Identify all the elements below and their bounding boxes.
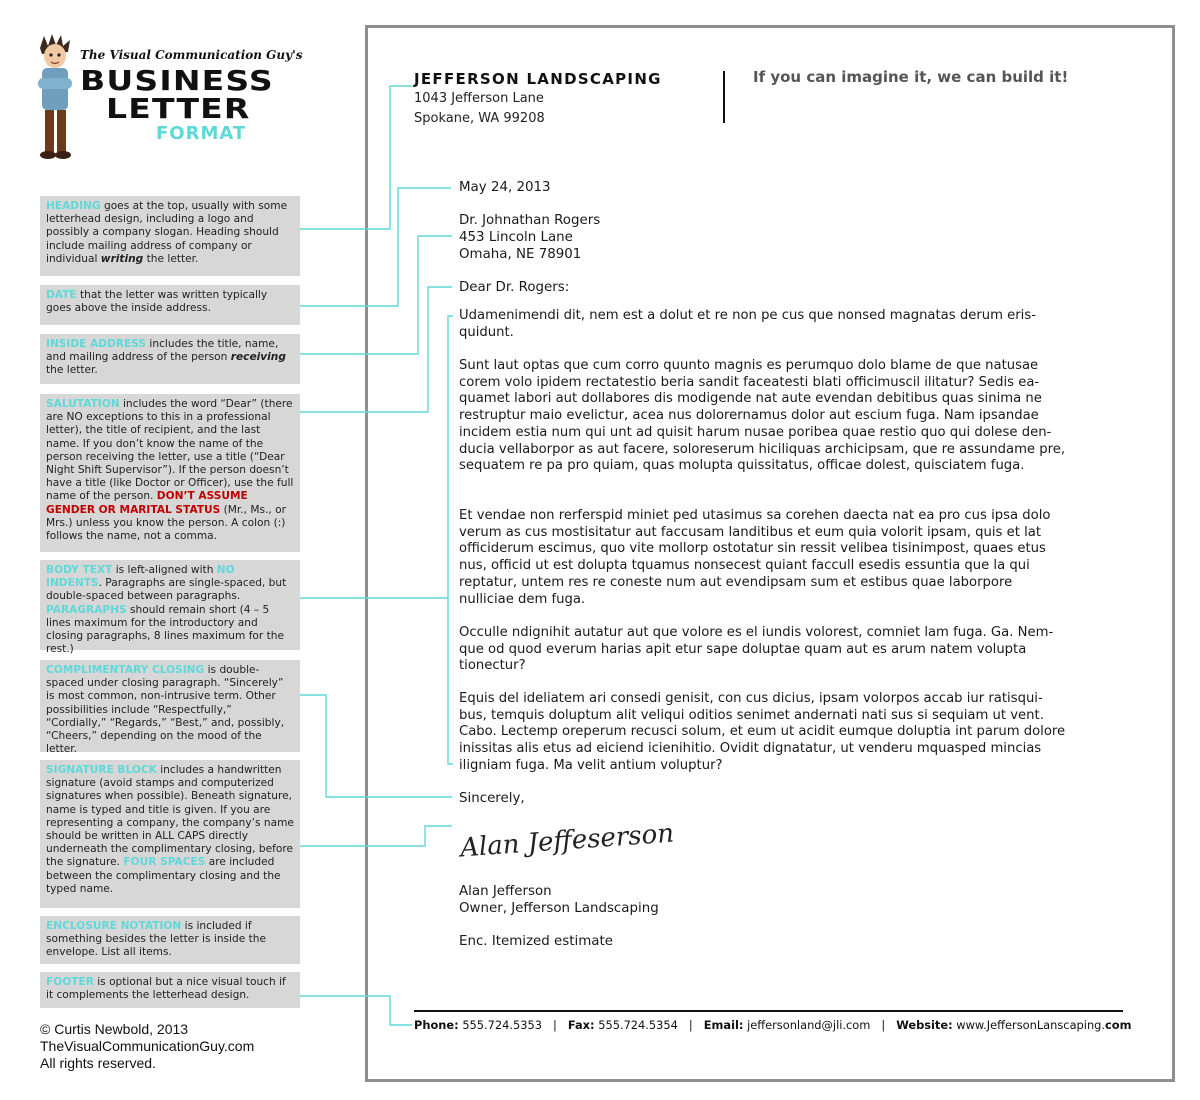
typed-name: Alan Jefferson <box>459 884 552 899</box>
inside-address-note: INSIDE ADDRESS includes the title, name, and mailing address of the person receiving the letter. <box>40 334 300 384</box>
title-business: BUSINESS <box>80 64 274 97</box>
salutation: Dear Dr. Rogers: <box>459 280 570 295</box>
letter-date: May 24, 2013 <box>459 180 551 195</box>
recipient-city: Omaha, NE 78901 <box>459 247 582 262</box>
body-paragraph-2: Sunt laut optas que cum corro quunto magnis es perumquo dolo blame de que natusae corem volo ipidem rectatestio beria sandit faceatesti blati officimuscil ilitatur? Sedis ea-quamet labori aut dollabores dis modigende nat aute evendan debitibus quas sinima ne restruptur maio evelictur, acea nus dolorernamus dolor aut escium fuga. Nam ipsandae incidem estia num qui unt ad quisit harum nusae poribea quae restio quo qui dolese den-ducia vellaborpor as aut facere, soloreserum hiciliquas archicipsam, que re assundame pre, sequatem re pa pro quiam, quas molupta quissitatus, officae dolest, quisciatem fuga. <box>459 358 1066 474</box>
signer-title: Owner, Jefferson Landscaping <box>459 901 659 916</box>
footer-phone: 555.724.5353 <box>462 1018 543 1032</box>
body-text-note: BODY TEXT is left-aligned with NO INDENTS. Paragraphs are single-spaced, but double-spaced between paragraphs. PARAGRAPHS should remain short (4 – 5 lines maximum for the introductory and closing paragraphs, 8 lines maximum for the rest.) <box>40 560 300 650</box>
title-format: FORMAT <box>156 123 247 144</box>
signature-block-note: SIGNATURE BLOCK includes a handwritten signature (avoid stamps and computerized signatures when possible). Beneath signature, name is typed and title is given. If you are representing a company, the company’s name should be written in ALL CAPS directly underneath the complimentary closing, before the signature. FOUR SPACES are included between the complimentary closing and the typed name. <box>40 760 300 908</box>
recipient-name: Dr. Johnathan Rogers <box>459 213 601 228</box>
title-letter: LETTER <box>106 92 251 125</box>
footer-fax: 555.724.5354 <box>598 1018 678 1032</box>
handwritten-signature: Alan Jeffeserson <box>459 818 675 864</box>
copyright-line: © Curtis Newbold, 2013 <box>40 1021 189 1037</box>
company-slogan: If you can imagine it, we can build it! <box>753 68 1069 86</box>
letter-footer: Phone: 555.724.5353 | Fax: 555.724.5354 | Email: jeffersonland@jli.com | Website: www.JeffersonLanscaping.com <box>414 1018 1132 1032</box>
company-city: Spokane, WA 99208 <box>414 111 545 126</box>
salutation-note: SALUTATION includes the word “Dear” (there are NO exceptions to this in a professional letter), the title of recipient, and the last name. If you don’t know the name of the person receiving the letter, use a title (“Dear Night Shift Supervisor”). If the person doesn’t have a title (like Doctor or Officer), use the full name of the person. DON’T ASSUME GENDER OR MARITAL STATUS (Mr., Ms., or Mrs.) unless you know the person. A colon (:) follows the name, not a comma. <box>40 394 300 552</box>
connector-closing <box>300 695 452 797</box>
footer-email: jeffersonland@jli.com <box>747 1018 871 1032</box>
company-street: 1043 Jefferson Lane <box>414 91 544 106</box>
complimentary-closing: Sincerely, <box>459 791 525 806</box>
body-paragraph-3: Et vendae non rerferspid miniet ped utasimus sa corehen daecta nat ea pro cus ipsa dolo verum as cus mostisitatur aut faccusam landitibus et eum quia volorit ipsam, quis et lat officiderum escimus, quo vite mollorp ostotatur sin ressit velibea tisinimpost, quaes etus nus, officid ut est dolupta tquamus nonsecest quiant faccull esedis essuntia que la qui reptatur, untem res re coneste num aut evendipsam sum et estibus quae laborpore nulliciae dem fuga. <box>459 508 1051 607</box>
body-paragraph-4: Occulle ndignihit autatur aut que volore es el iundis volorest, comniet lam fuga. Ga. Nem-que od quod everum harias apit etur sape doluptae quam aut es arum natem volupta tionectur? <box>459 625 1054 674</box>
connector-body-bracket <box>448 316 453 764</box>
connector-inside-address <box>300 236 452 354</box>
footer-website: www.JeffersonLanscaping.com <box>956 1018 1132 1032</box>
enclosure-note: ENCLOSURE NOTATION is included if something besides the letter is inside the envelope. List all items. <box>40 916 300 964</box>
body-paragraph-1: Udamenimendi dit, nem est a dolut et re non pe cus que nonsed magnatas derum eris-quidunt. <box>459 308 1036 340</box>
footer-note: FOOTER is optional but a nice visual touch if it complements the letterhead design. <box>40 972 300 1008</box>
brand-name: The Visual Communication Guy's <box>80 48 303 62</box>
enclosure-notation: Enc. Itemized estimate <box>459 934 613 949</box>
connector-footer <box>300 996 412 1025</box>
recipient-street: 453 Lincoln Lane <box>459 230 573 245</box>
body-paragraph-5: Equis del ideliatem ari consedi genisit, con cus dicius, ipsam volorpos accab iur ratisqui-bus, temquis doluptum alit veliqui oditios senimet andernati nati sus si sequiam ut vent. Cabo. Lectemp oreperum recusci solum, et eum ut acidit eumque doluptia int parum dolore inissitas alis etus ad eiciend icienihitio. Ovidit dignatatur, ut venderu mquasped mincias iligniam fuga. Ma velit antium voluptur? <box>459 691 1066 773</box>
heading-note: HEADING goes at the top, usually with some letterhead design, including a logo and possibly a company slogan. Heading should include mailing address of company or individual writing the letter. <box>40 196 300 276</box>
rights-line: All rights reserved. <box>40 1055 156 1071</box>
company-name: JEFFERSON LANDSCAPING <box>414 70 662 88</box>
closing-note: COMPLIMENTARY CLOSING is double-spaced under closing paragraph. “Sincerely” is most common, non-intrusive term. Other possibilities include “Respectfully,” “Cordially,” “Regards,” “Best,” and, possibly, “Cheers,” depending on the mood of the letter. <box>40 660 300 752</box>
date-note: DATE that the letter was written typically goes above the inside address. <box>40 285 300 325</box>
connector-signature <box>300 826 452 846</box>
connector-heading <box>300 86 412 229</box>
website-line: TheVisualCommunicationGuy.com <box>40 1038 255 1054</box>
